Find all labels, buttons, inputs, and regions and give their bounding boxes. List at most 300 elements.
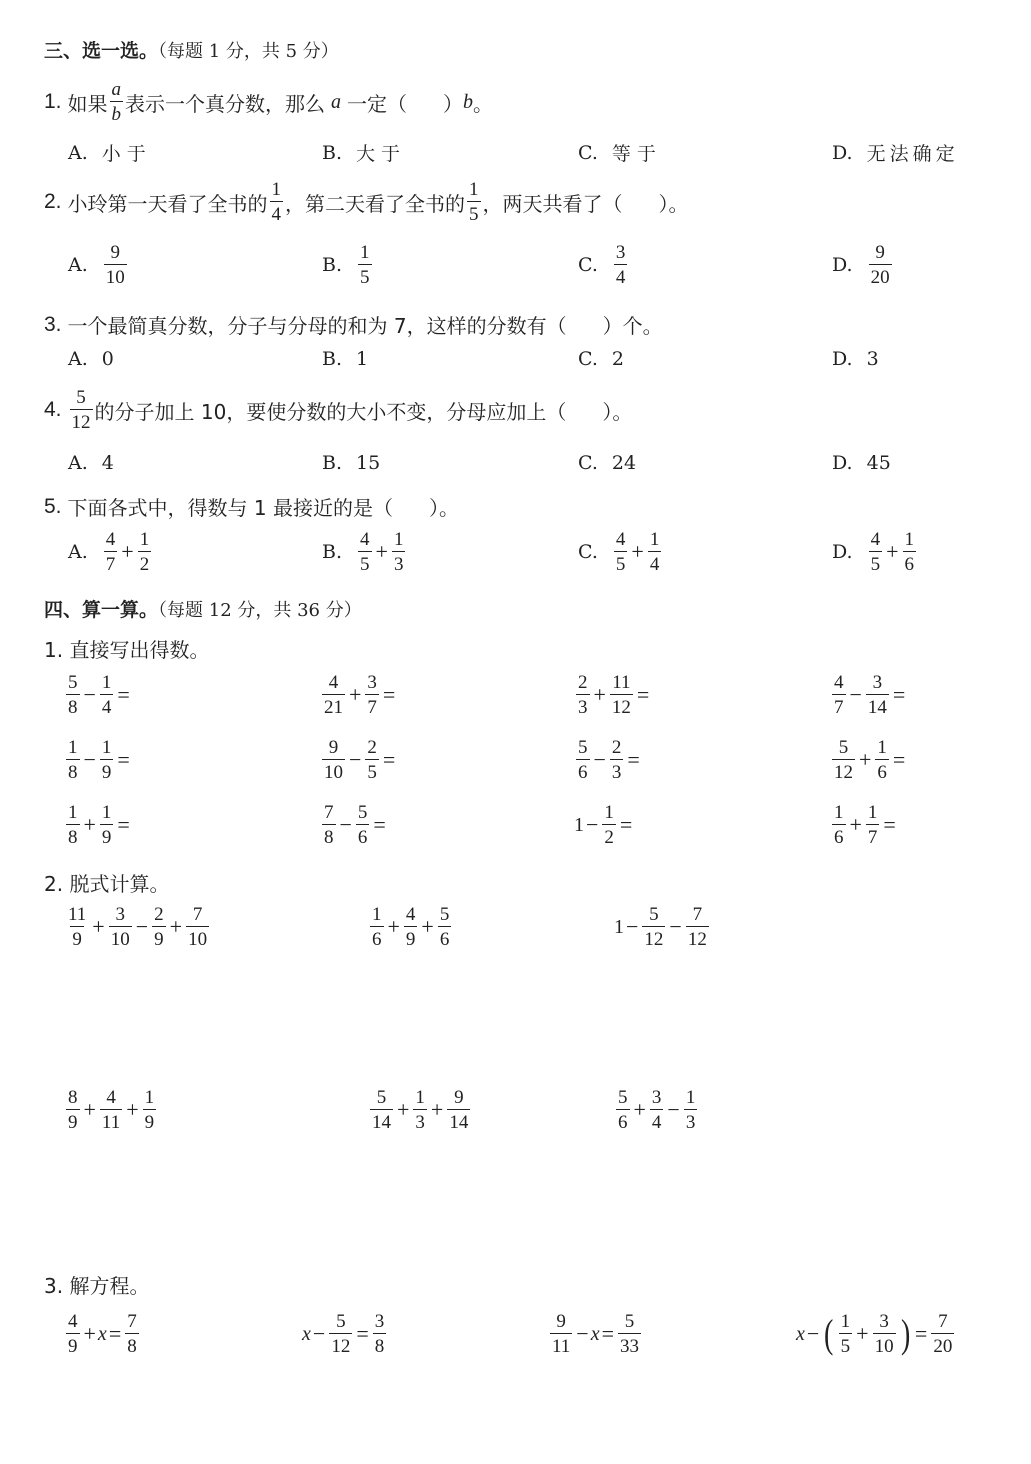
- fraction: [438, 905, 452, 949]
- section-4-note: （每题 12 分，共 36 分）: [158, 600, 362, 621]
- denominator: 3: [413, 1109, 427, 1132]
- minus-sign: −: [339, 812, 352, 837]
- minus-sign: −: [667, 1097, 680, 1122]
- numerator: 1: [649, 529, 660, 550]
- option-c[interactable]: [578, 530, 663, 574]
- direct-problem: [320, 803, 388, 847]
- plus-sign: +: [126, 1097, 139, 1122]
- fraction: [322, 803, 336, 847]
- denominator: 5: [358, 551, 372, 574]
- option-a[interactable]: [68, 139, 152, 166]
- fraction: [66, 673, 80, 717]
- numerator: 1: [360, 242, 370, 263]
- direct-problem: [574, 673, 651, 717]
- math-expression: [612, 530, 663, 574]
- fraction: [447, 1088, 470, 1132]
- denominator: 12: [686, 926, 709, 949]
- fraction: [66, 1088, 80, 1132]
- numerator: 5: [838, 737, 849, 758]
- numerator: 1: [840, 1311, 851, 1332]
- numerator: 3: [651, 1087, 662, 1108]
- denominator: 14: [447, 1109, 470, 1132]
- numerator: 7: [938, 1311, 948, 1332]
- fraction: [392, 530, 406, 574]
- equals-sign: =: [914, 1321, 928, 1346]
- equals-sign: =: [892, 682, 906, 707]
- question-1: [44, 80, 493, 124]
- variable: a: [331, 90, 342, 113]
- numerator: 1: [139, 529, 150, 550]
- denominator: 12: [832, 759, 855, 782]
- denominator: 2: [138, 551, 152, 574]
- denominator: 5: [467, 201, 481, 224]
- option-letter: C.: [578, 541, 598, 563]
- option-d[interactable]: [832, 348, 879, 370]
- option-letter: D.: [832, 141, 853, 164]
- math-expression: [102, 243, 129, 287]
- direct-problem: [574, 803, 634, 847]
- fraction: [358, 243, 372, 287]
- option-text: 3: [866, 348, 879, 370]
- plus-sign: +: [631, 539, 644, 564]
- numerator: 4: [870, 529, 881, 550]
- fraction: [370, 1088, 393, 1132]
- question-text: ，两天共看了（: [482, 191, 623, 216]
- numerator: 2: [611, 737, 622, 758]
- denominator: 8: [66, 824, 80, 847]
- option-c[interactable]: [578, 348, 624, 370]
- fraction: [413, 1088, 427, 1132]
- denominator: 5: [614, 551, 628, 574]
- numerator: 5: [68, 672, 78, 693]
- denominator: 3: [392, 551, 406, 574]
- fraction: [875, 738, 889, 782]
- fraction: [467, 180, 481, 224]
- equals-sign: =: [117, 812, 130, 837]
- numerator: 4: [834, 672, 844, 693]
- math-expression: [102, 530, 153, 574]
- fraction: [100, 1088, 122, 1132]
- option-c[interactable]: [578, 139, 662, 166]
- numerator: 4: [360, 529, 370, 550]
- math-expression: [867, 243, 894, 287]
- fraction: [648, 530, 662, 574]
- numerator: 4: [328, 672, 339, 693]
- denominator: 10: [322, 759, 345, 782]
- option-text: 等于: [611, 143, 662, 165]
- option-b[interactable]: [322, 348, 368, 370]
- numerator: 1: [415, 1087, 425, 1108]
- option-text: 1: [356, 348, 369, 370]
- fraction: [322, 673, 345, 717]
- fraction: [602, 803, 616, 847]
- plus-sign: +: [856, 1321, 869, 1346]
- fraction: [109, 905, 132, 949]
- option-text: 小于: [101, 143, 152, 165]
- plus-sign: +: [397, 1097, 410, 1122]
- numerator: 2: [154, 904, 164, 925]
- direct-problem: [574, 738, 642, 782]
- denominator: 9: [66, 1333, 80, 1356]
- denominator: 5: [869, 551, 883, 574]
- numerator: 1: [469, 179, 479, 200]
- question-text: ）。: [658, 191, 689, 216]
- option-letter: A.: [68, 141, 88, 164]
- fraction: [866, 803, 880, 847]
- option-text: 45: [866, 452, 891, 474]
- denominator: 9: [143, 1109, 157, 1132]
- equals-sign: =: [636, 682, 650, 707]
- denominator: 6: [356, 824, 370, 847]
- question-text: ）。: [602, 399, 633, 424]
- math-expression: [612, 243, 630, 287]
- fraction: [100, 803, 114, 847]
- section-4-title: [44, 595, 362, 622]
- numerator: 1: [68, 802, 78, 823]
- minus-sign: −: [626, 914, 639, 939]
- direct-problem: [830, 803, 898, 847]
- numerator: 3: [374, 1311, 385, 1332]
- option-b[interactable]: [322, 530, 407, 574]
- minus-sign: −: [806, 1321, 820, 1346]
- denominator: 14: [370, 1109, 393, 1132]
- fraction: [329, 1312, 352, 1356]
- numerator: 7: [127, 1311, 137, 1332]
- question-text: 如果: [67, 91, 108, 116]
- numerator: 1: [685, 1087, 696, 1108]
- plus-sign: +: [375, 539, 388, 564]
- plus-sign: +: [421, 914, 434, 939]
- denominator: 3: [576, 694, 590, 717]
- denominator: 4: [100, 694, 114, 717]
- fraction: [642, 905, 665, 949]
- equals-sign: =: [892, 747, 906, 772]
- denominator: 5: [839, 1333, 853, 1356]
- equals-sign: =: [356, 1321, 369, 1346]
- direct-problem: [320, 673, 397, 717]
- question-number: 1.: [44, 90, 62, 113]
- denominator: 7: [365, 694, 379, 717]
- numerator: 3: [872, 672, 883, 693]
- equation-problem: [64, 1312, 141, 1356]
- denominator: 20: [931, 1333, 954, 1356]
- denominator: 11: [100, 1109, 122, 1132]
- denominator: 6: [616, 1109, 630, 1132]
- part-2-title: 2. 脱式计算。: [44, 872, 170, 896]
- fraction: [370, 905, 384, 949]
- fraction: [869, 243, 892, 287]
- minus-sign: −: [349, 747, 362, 772]
- denominator: 9: [100, 824, 114, 847]
- option-letter: A.: [68, 452, 88, 474]
- plus-sign: +: [83, 1321, 96, 1346]
- numerator: 5: [618, 1087, 628, 1108]
- fraction: [152, 905, 166, 949]
- stepwise-problem: [614, 1088, 699, 1132]
- numerator: 1: [834, 802, 844, 823]
- section-3-note: （每题 1 分，共 5 分）: [158, 41, 339, 62]
- fraction: [125, 1312, 139, 1356]
- option-text: 15: [356, 452, 381, 474]
- option-letter: A.: [68, 541, 88, 563]
- stepwise-problem: [64, 905, 211, 949]
- question-text: 小玲第一天看了全书的: [67, 191, 268, 216]
- minus-sign: −: [586, 812, 599, 837]
- minus-sign: −: [669, 914, 682, 939]
- fraction: [576, 738, 590, 782]
- numerator: 1: [867, 802, 878, 823]
- fraction: [686, 905, 709, 949]
- variable: x: [97, 1322, 107, 1345]
- denominator: 12: [610, 694, 633, 717]
- option-letter: A.: [68, 254, 88, 276]
- numerator: 5: [578, 737, 588, 758]
- minus-sign: −: [83, 682, 96, 707]
- question-number: 4.: [44, 398, 62, 421]
- option-a[interactable]: [68, 348, 114, 370]
- direct-problem: [830, 673, 907, 717]
- denominator: 9: [404, 926, 418, 949]
- option-d[interactable]: [832, 243, 894, 287]
- numerator: 9: [328, 737, 339, 758]
- variable: x: [590, 1322, 600, 1345]
- fraction: [66, 1312, 80, 1356]
- equals-sign: =: [117, 747, 130, 772]
- question-text: ）个。: [602, 314, 663, 338]
- denominator: 14: [866, 694, 889, 717]
- numerator: 3: [115, 904, 125, 925]
- fraction: [404, 905, 418, 949]
- numerator: 9: [454, 1087, 464, 1108]
- question-5: [44, 492, 459, 521]
- option-text: 4: [101, 452, 114, 474]
- fraction: [869, 530, 883, 574]
- numerator: 1: [271, 179, 282, 200]
- numerator: 4: [405, 904, 416, 925]
- fraction: [365, 673, 379, 717]
- option-letter: B.: [322, 348, 343, 370]
- fraction: [931, 1312, 954, 1356]
- denominator: 3: [610, 759, 624, 782]
- denominator: 4: [650, 1109, 664, 1132]
- numerator: 5: [76, 387, 86, 408]
- equals-sign: =: [382, 682, 396, 707]
- numerator: 1: [68, 737, 78, 758]
- minus-sign: −: [593, 747, 606, 772]
- numerator: 2: [578, 672, 588, 693]
- fraction: [866, 673, 889, 717]
- denominator: 9: [70, 926, 84, 949]
- fraction: [903, 530, 917, 574]
- plus-sign: +: [83, 1097, 96, 1122]
- number: 1: [614, 915, 624, 938]
- option-b[interactable]: [322, 452, 380, 474]
- plus-sign: +: [387, 914, 400, 939]
- numerator: 1: [101, 672, 112, 693]
- equals-sign: =: [619, 812, 633, 837]
- numerator: 1: [904, 529, 915, 550]
- numerator: 5: [649, 904, 659, 925]
- direct-problem: [64, 738, 132, 782]
- denominator: 6: [576, 759, 590, 782]
- fraction: [66, 905, 88, 949]
- fraction: [373, 1312, 387, 1356]
- fraction: [684, 1088, 698, 1132]
- question-text: 下面各式中，得数与 1 最接近的是（: [67, 496, 393, 520]
- stepwise-problem: [614, 905, 711, 949]
- numerator: 4: [105, 529, 116, 550]
- numerator: 5: [624, 1311, 635, 1332]
- numerator: 8: [68, 1087, 78, 1108]
- question-text: ）: [443, 91, 464, 116]
- plus-sign: +: [849, 812, 862, 837]
- equation-problem: [302, 1312, 388, 1356]
- right-paren: ): [900, 1311, 910, 1356]
- numerator: 1: [604, 802, 614, 823]
- stepwise-problem: [368, 1088, 472, 1132]
- denominator: 5: [358, 264, 372, 287]
- question-4: [44, 388, 632, 432]
- numerator: 1: [101, 737, 112, 758]
- minus-sign: −: [312, 1321, 326, 1346]
- question-text: 的分子加上 10，要使分数的大小不变，分母应加上（: [94, 399, 567, 424]
- stepwise-problem: [64, 1088, 158, 1132]
- denominator: 4: [270, 201, 284, 224]
- option-text: 无法确定: [866, 143, 959, 165]
- fraction: [550, 1312, 572, 1356]
- denominator: 4: [614, 264, 628, 287]
- option-d[interactable]: [832, 452, 891, 474]
- denominator: 7: [832, 694, 846, 717]
- denominator: 6: [875, 759, 889, 782]
- plus-sign: +: [169, 914, 183, 939]
- plus-sign: +: [859, 747, 872, 772]
- numerator: 4: [106, 1087, 116, 1108]
- option-text: 0: [101, 348, 114, 370]
- denominator: 9: [66, 1109, 80, 1132]
- denominator: 12: [642, 926, 665, 949]
- question-text: ，第二天看了全书的: [285, 191, 466, 216]
- fraction: [650, 1088, 664, 1132]
- numerator: a: [111, 79, 122, 100]
- math-expression: [867, 530, 918, 574]
- denominator: 8: [373, 1333, 387, 1356]
- option-letter: C.: [578, 254, 598, 276]
- numerator: 1: [877, 737, 887, 758]
- question-text: ）。: [428, 496, 459, 520]
- option-letter: B.: [322, 452, 343, 474]
- denominator: 10: [104, 264, 127, 287]
- fraction: [322, 738, 345, 782]
- numerator: 7: [692, 904, 703, 925]
- option-letter: B.: [322, 541, 343, 563]
- direct-problem: [64, 673, 132, 717]
- math-expression: [356, 530, 407, 574]
- numerator: 7: [324, 802, 334, 823]
- denominator: 8: [322, 824, 336, 847]
- fraction: [270, 180, 284, 224]
- option-b[interactable]: [322, 139, 406, 166]
- direct-problem: [64, 803, 132, 847]
- numerator: 1: [393, 529, 404, 550]
- minus-sign: −: [135, 914, 149, 939]
- denominator: 4: [648, 551, 662, 574]
- question-number: 3.: [44, 312, 62, 336]
- option-letter: C.: [578, 348, 598, 370]
- option-letter: D.: [832, 348, 853, 370]
- fraction: [832, 673, 846, 717]
- plus-sign: +: [83, 812, 96, 837]
- denominator: 6: [903, 551, 917, 574]
- denominator: 12: [329, 1333, 352, 1356]
- option-d[interactable]: [832, 139, 959, 166]
- numerator: 5: [336, 1311, 346, 1332]
- option-letter: B.: [322, 141, 343, 164]
- fraction: [618, 1312, 641, 1356]
- option-letter: B.: [322, 254, 343, 276]
- fraction: [873, 1312, 896, 1356]
- numerator: 9: [556, 1311, 566, 1332]
- denominator: 9: [100, 759, 114, 782]
- denominator: 6: [438, 926, 452, 949]
- numerator: 11: [68, 904, 87, 925]
- variable: x: [302, 1322, 311, 1345]
- left-paren: (: [824, 1311, 834, 1356]
- question-text: 。: [473, 91, 494, 116]
- option-b[interactable]: [322, 243, 374, 287]
- option-d[interactable]: [832, 530, 918, 574]
- question-3: [44, 310, 663, 339]
- option-c[interactable]: [578, 452, 636, 474]
- numerator: 5: [357, 802, 368, 823]
- fraction: [576, 673, 590, 717]
- denominator: 7: [104, 551, 118, 574]
- numerator: 1: [144, 1087, 155, 1108]
- numerator: 2: [367, 737, 377, 758]
- direct-problem: [830, 738, 907, 782]
- equals-sign: =: [627, 747, 640, 772]
- option-a[interactable]: [68, 530, 153, 574]
- fraction: [356, 803, 370, 847]
- question-number: 2.: [44, 190, 62, 213]
- fraction: [610, 673, 633, 717]
- equals-sign: =: [382, 747, 396, 772]
- option-letter: C.: [578, 141, 598, 164]
- fraction: [614, 243, 628, 287]
- fraction: [365, 738, 379, 782]
- denominator: 10: [186, 926, 209, 949]
- option-a[interactable]: [68, 243, 129, 287]
- numerator: 9: [110, 242, 121, 263]
- option-a[interactable]: [68, 452, 114, 474]
- denominator: 9: [152, 926, 166, 949]
- section-3-title: [44, 36, 339, 63]
- numerator: 1: [372, 904, 382, 925]
- question-text: 表示一个真分数，那么: [125, 91, 326, 116]
- fraction: [832, 738, 855, 782]
- minus-sign: −: [83, 747, 96, 772]
- equation-problem: [548, 1312, 643, 1356]
- option-c[interactable]: [578, 243, 629, 287]
- denominator: 5: [365, 759, 379, 782]
- fraction: [66, 803, 80, 847]
- denominator: 8: [125, 1333, 139, 1356]
- fraction: [110, 80, 124, 124]
- numerator: 5: [439, 904, 450, 925]
- stepwise-problem: [368, 905, 453, 949]
- option-letter: A.: [68, 348, 88, 370]
- fraction: [358, 530, 372, 574]
